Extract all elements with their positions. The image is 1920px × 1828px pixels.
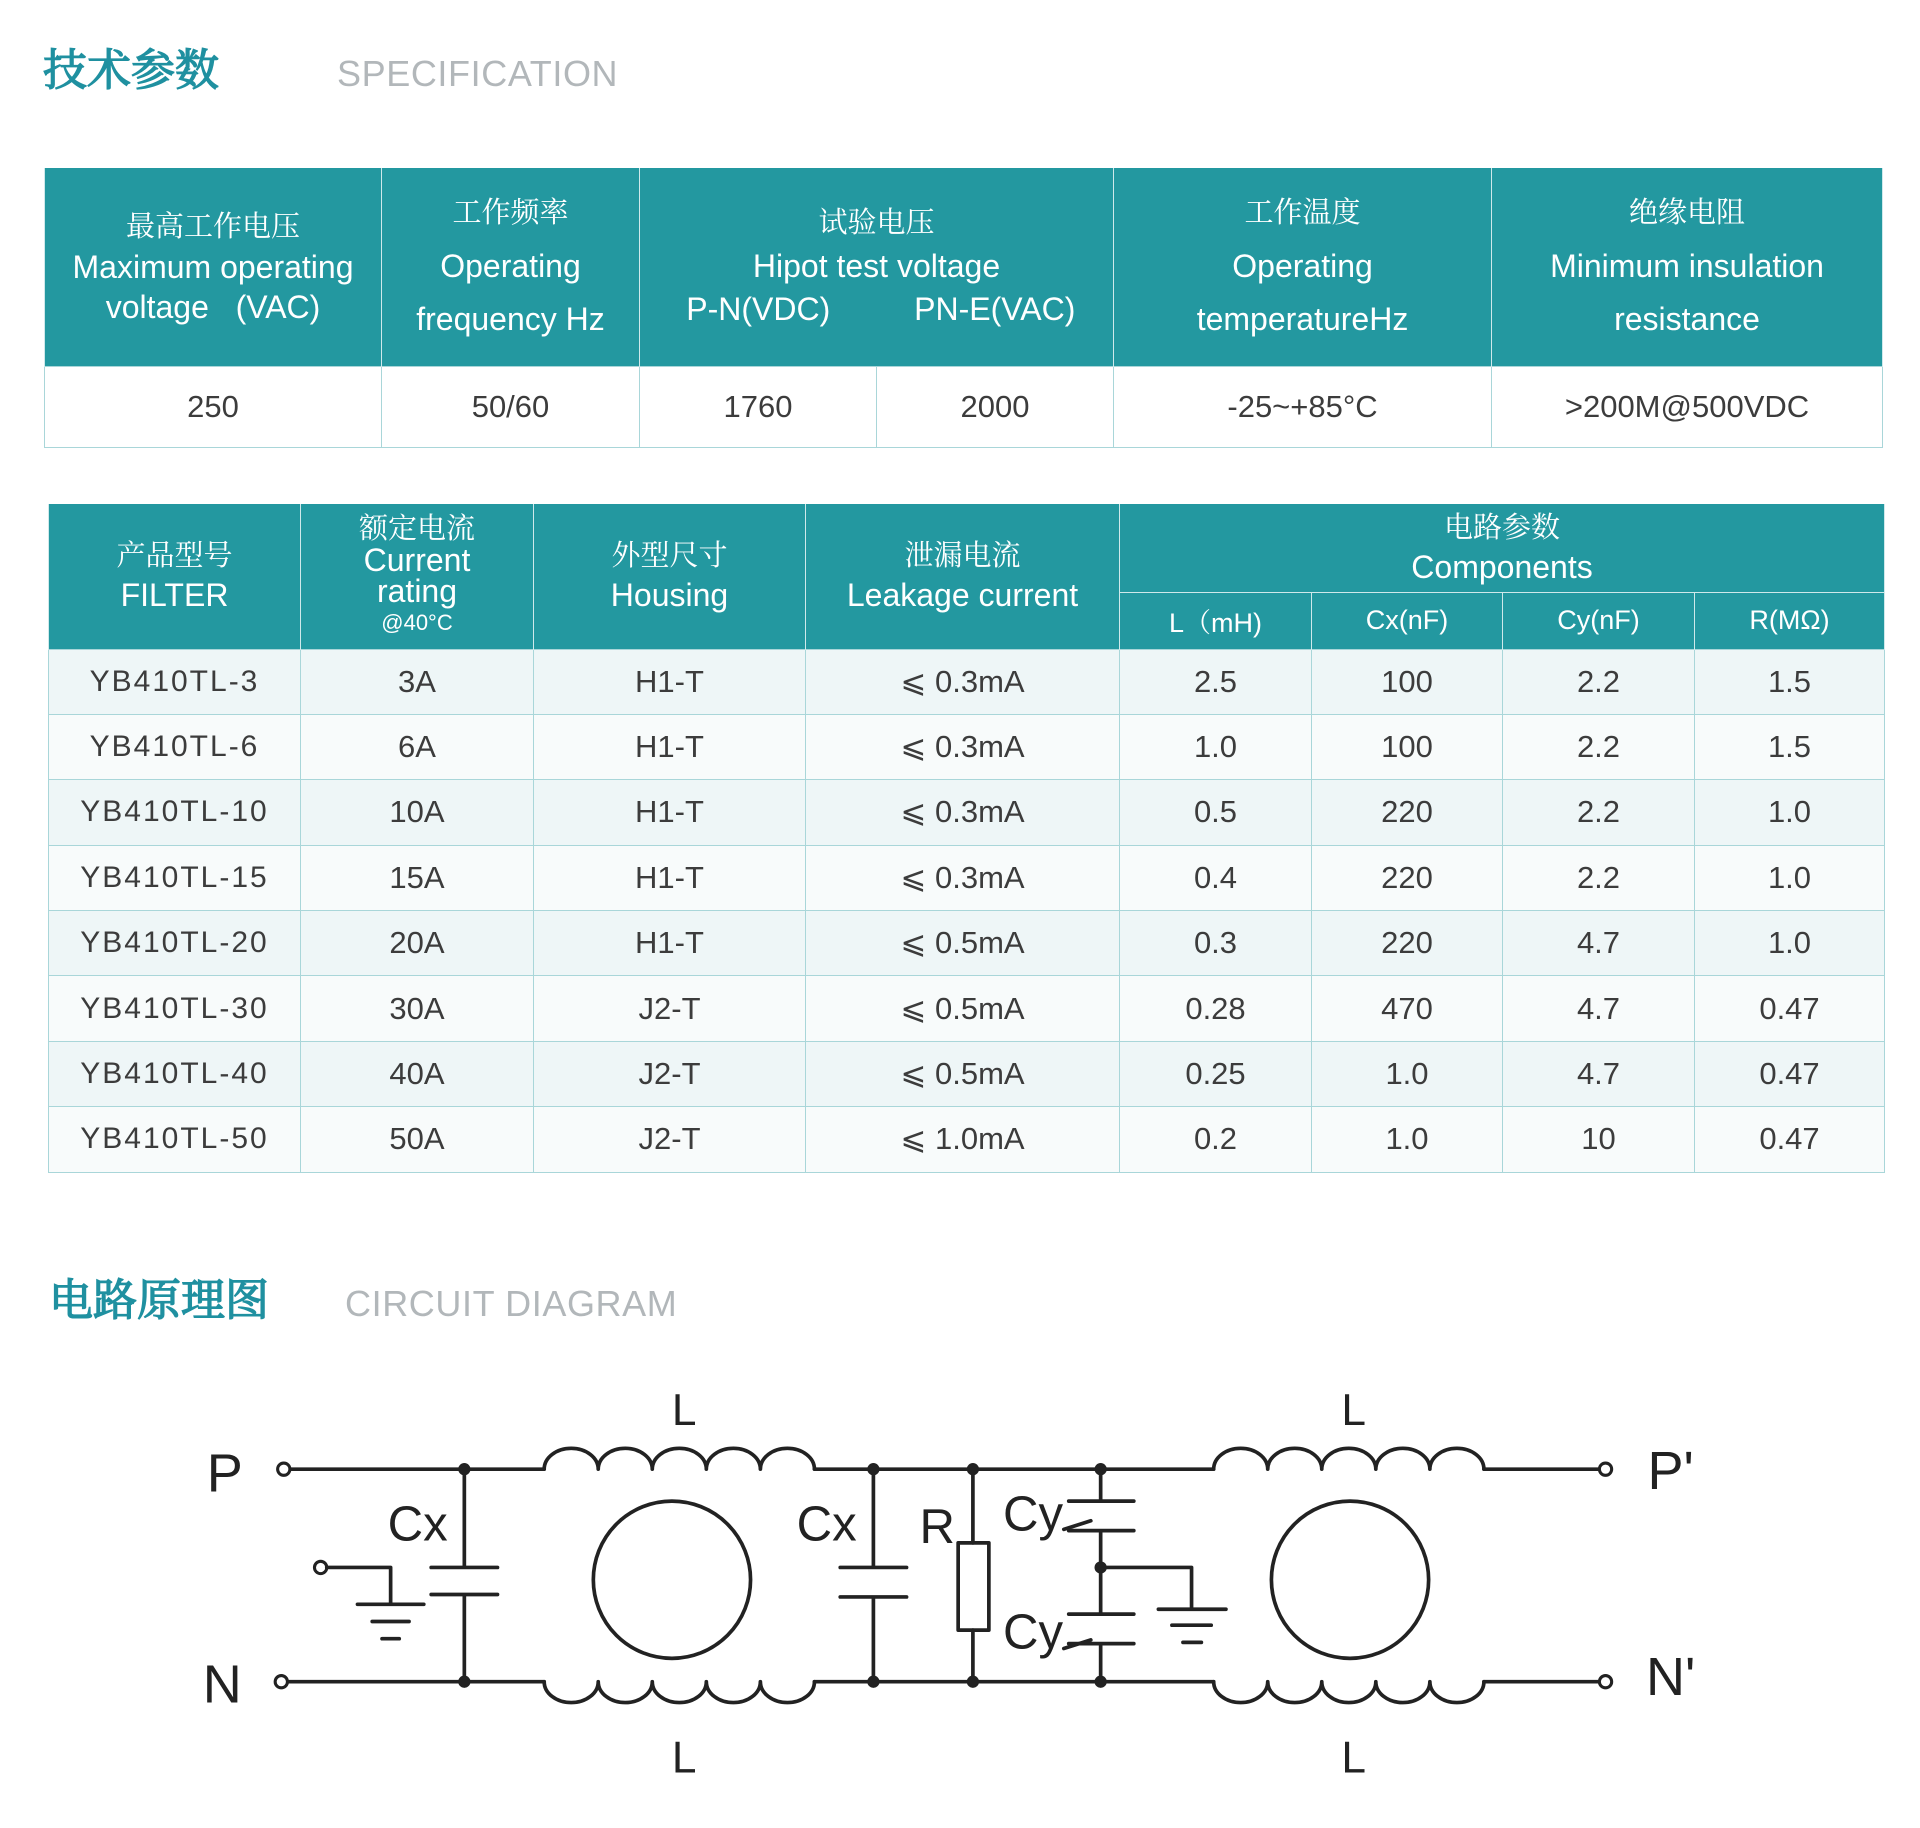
label-l-top-left: L bbox=[671, 1385, 697, 1435]
cell-cx: 220 bbox=[1312, 911, 1503, 976]
terminal-n bbox=[275, 1676, 287, 1688]
cell-inductance: 0.4 bbox=[1120, 845, 1312, 910]
label-n-out: N' bbox=[1645, 1647, 1696, 1708]
spec-title-cn: 技术参数 bbox=[43, 46, 219, 95]
cell-leakage-current: ⩽ 1.0mA bbox=[806, 1107, 1120, 1172]
spec-title-en: SPECIFICATION bbox=[337, 53, 619, 94]
header-frequency bbox=[382, 168, 640, 366]
cell-resistance: 0.47 bbox=[1695, 1041, 1885, 1106]
subheader-r: R(MΩ) bbox=[1695, 592, 1885, 649]
junction-dot bbox=[1095, 1561, 1107, 1573]
cell-resistance: 1.0 bbox=[1695, 911, 1885, 976]
cell-model: YB410TL-40 bbox=[49, 1041, 301, 1106]
spec-value-row bbox=[45, 366, 1883, 447]
header-leakage-en: Leakage current bbox=[846, 577, 1079, 614]
header-filter bbox=[49, 504, 301, 649]
value-test-pne: 2000 bbox=[877, 366, 1114, 447]
inductor-bottom-left bbox=[544, 1682, 814, 1703]
resistor-body bbox=[958, 1543, 989, 1630]
cell-inductance: 0.5 bbox=[1120, 780, 1312, 845]
header-insulation bbox=[1492, 168, 1883, 366]
cell-resistance: 0.47 bbox=[1695, 1107, 1885, 1172]
cell-rated-current: 30A bbox=[301, 976, 534, 1041]
junction-dot bbox=[1095, 1676, 1107, 1688]
cell-housing: H1-T bbox=[534, 714, 806, 779]
header-frequency-en2: frequency Hz bbox=[416, 301, 605, 338]
header-components bbox=[1120, 504, 1885, 592]
cell-housing: H1-T bbox=[534, 780, 806, 845]
cell-cy: 2.2 bbox=[1503, 845, 1695, 910]
filter-header-row bbox=[49, 504, 1885, 592]
core-left bbox=[593, 1501, 750, 1658]
capacitor-cy-pair bbox=[1069, 1469, 1134, 1682]
header-current bbox=[301, 504, 534, 649]
label-r: R bbox=[919, 1499, 956, 1554]
label-cx-middle: Cx bbox=[796, 1497, 857, 1552]
inductor-bottom-right bbox=[1214, 1682, 1484, 1703]
cell-model: YB410TL-6 bbox=[49, 714, 301, 779]
label-cy-bottom: Cy bbox=[1003, 1605, 1064, 1660]
junction-dot bbox=[458, 1676, 470, 1688]
header-current-en2: rating bbox=[376, 573, 458, 610]
terminal-p bbox=[278, 1463, 290, 1475]
table-row bbox=[49, 780, 1885, 845]
header-temperature-en2: temperatureHz bbox=[1196, 301, 1409, 338]
cy-leaders bbox=[1064, 1521, 1091, 1649]
label-cy-top: Cy bbox=[1003, 1487, 1064, 1542]
cell-rated-current: 40A bbox=[301, 1041, 534, 1106]
cell-leakage-current: ⩽ 0.5mA bbox=[806, 911, 1120, 976]
cell-cy: 2.2 bbox=[1503, 714, 1695, 779]
header-frequency-cn: 工作频率 bbox=[452, 197, 569, 230]
spec-header-row bbox=[45, 168, 1883, 366]
cell-rated-current: 50A bbox=[301, 1107, 534, 1172]
subheader-cx: Cx(nF) bbox=[1312, 592, 1503, 649]
cell-leakage-current: ⩽ 0.5mA bbox=[806, 1041, 1120, 1106]
table-row bbox=[49, 911, 1885, 976]
cell-model: YB410TL-3 bbox=[49, 649, 301, 714]
header-test-voltage-sub bbox=[640, 288, 1113, 331]
filter-table-body bbox=[49, 649, 1885, 1172]
cell-model: YB410TL-50 bbox=[49, 1107, 301, 1172]
header-frequency-en1: Operating bbox=[440, 248, 581, 285]
table-row bbox=[49, 714, 1885, 779]
ground-right bbox=[1101, 1567, 1226, 1642]
value-temperature: -25~+85°C bbox=[1114, 366, 1492, 447]
terminal-ground bbox=[314, 1561, 326, 1573]
header-housing bbox=[534, 504, 806, 649]
spec-table bbox=[44, 168, 1883, 448]
header-components-en: Components bbox=[1411, 548, 1593, 585]
junction-dot bbox=[967, 1676, 979, 1688]
table-row bbox=[49, 1041, 1885, 1106]
cell-cx: 100 bbox=[1312, 714, 1503, 779]
cell-resistance: 1.5 bbox=[1695, 714, 1885, 779]
header-test-voltage-en1: Hipot test voltage bbox=[752, 248, 1001, 285]
cell-leakage-current: ⩽ 0.3mA bbox=[806, 649, 1120, 714]
circuit-diagram bbox=[0, 1380, 1920, 1800]
header-temperature-en1: Operating bbox=[1232, 248, 1373, 285]
header-temperature bbox=[1114, 168, 1492, 366]
label-cx-left: Cx bbox=[387, 1497, 448, 1552]
header-insulation-en1: Minimum insulation bbox=[1550, 248, 1824, 285]
cell-inductance: 0.3 bbox=[1120, 911, 1312, 976]
header-max-voltage bbox=[45, 168, 382, 366]
cell-resistance: 0.47 bbox=[1695, 976, 1885, 1041]
label-l-bottom-left: L bbox=[671, 1733, 697, 1783]
filter-table bbox=[48, 504, 1885, 1173]
cell-inductance: 0.25 bbox=[1120, 1041, 1312, 1106]
cell-rated-current: 10A bbox=[301, 780, 534, 845]
cell-model: YB410TL-10 bbox=[49, 780, 301, 845]
cell-cx: 220 bbox=[1312, 780, 1503, 845]
cell-leakage-current: ⩽ 0.3mA bbox=[806, 714, 1120, 779]
cell-cx: 1.0 bbox=[1312, 1107, 1503, 1172]
header-housing-en: Housing bbox=[610, 577, 729, 614]
header-max-voltage-cn: 最高工作电压 bbox=[125, 210, 300, 243]
cell-inductance: 0.28 bbox=[1120, 976, 1312, 1041]
junction-dot bbox=[967, 1463, 979, 1475]
cell-cx: 1.0 bbox=[1312, 1041, 1503, 1106]
header-filter-en: FILTER bbox=[120, 577, 229, 614]
cell-leakage-current: ⩽ 0.3mA bbox=[806, 845, 1120, 910]
label-n: N bbox=[202, 1654, 242, 1715]
header-max-voltage-en2: voltage (VAC) bbox=[105, 288, 321, 325]
junction-dot bbox=[867, 1463, 879, 1475]
header-current-note: @40°C bbox=[381, 610, 453, 636]
cell-cy: 4.7 bbox=[1503, 976, 1695, 1041]
cell-rated-current: 3A bbox=[301, 649, 534, 714]
cell-leakage-current: ⩽ 0.3mA bbox=[806, 780, 1120, 845]
cell-housing: H1-T bbox=[534, 845, 806, 910]
cell-rated-current: 15A bbox=[301, 845, 534, 910]
cell-rated-current: 6A bbox=[301, 714, 534, 779]
cell-resistance: 1.0 bbox=[1695, 845, 1885, 910]
cell-housing: J2-T bbox=[534, 1107, 806, 1172]
header-components-cn: 电路参数 bbox=[1443, 511, 1560, 544]
cell-cy: 2.2 bbox=[1503, 780, 1695, 845]
cell-housing: H1-T bbox=[534, 911, 806, 976]
cell-model: YB410TL-15 bbox=[49, 845, 301, 910]
cell-resistance: 1.0 bbox=[1695, 780, 1885, 845]
cell-inductance: 0.2 bbox=[1120, 1107, 1312, 1172]
header-current-cn: 额定电流 bbox=[358, 513, 475, 546]
cell-housing: H1-T bbox=[534, 649, 806, 714]
label-p-out: P' bbox=[1647, 1440, 1694, 1501]
header-test-voltage-pn: P-N(VDC) bbox=[686, 291, 831, 328]
header-test-voltage-cn: 试验电压 bbox=[818, 207, 935, 240]
subheader-cy: Cy(nF) bbox=[1503, 592, 1695, 649]
table-row bbox=[49, 845, 1885, 910]
terminal-n-out bbox=[1599, 1676, 1611, 1688]
circuit-title-en: CIRCUIT DIAGRAM bbox=[345, 1283, 678, 1324]
header-housing-cn: 外型尺寸 bbox=[611, 540, 728, 573]
cell-cy: 4.7 bbox=[1503, 1041, 1695, 1106]
header-insulation-en2: resistance bbox=[1614, 301, 1760, 338]
header-max-voltage-en1: Maximum operating bbox=[72, 248, 354, 285]
label-l-top-right: L bbox=[1341, 1385, 1367, 1435]
value-insulation: >200M@500VDC bbox=[1492, 366, 1883, 447]
circuit-title-cn: 电路原理图 bbox=[49, 1276, 269, 1325]
cell-leakage-current: ⩽ 0.5mA bbox=[806, 976, 1120, 1041]
terminal-p-out bbox=[1599, 1463, 1611, 1475]
cell-cy: 4.7 bbox=[1503, 911, 1695, 976]
header-current-en1: Current bbox=[363, 542, 471, 579]
value-test-pn: 1760 bbox=[640, 366, 877, 447]
label-l-bottom-right: L bbox=[1341, 1733, 1367, 1783]
header-temperature-cn: 工作温度 bbox=[1244, 197, 1361, 230]
cell-housing: J2-T bbox=[534, 976, 806, 1041]
cell-housing: J2-T bbox=[534, 1041, 806, 1106]
inductor-top-right bbox=[1214, 1448, 1484, 1469]
header-insulation-cn: 绝缘电阻 bbox=[1629, 197, 1746, 230]
junction-dot bbox=[867, 1676, 879, 1688]
value-max-voltage: 250 bbox=[45, 366, 382, 447]
cell-cx: 220 bbox=[1312, 845, 1503, 910]
cell-cy: 2.2 bbox=[1503, 649, 1695, 714]
cell-model: YB410TL-30 bbox=[49, 976, 301, 1041]
core-right bbox=[1271, 1501, 1428, 1658]
cell-resistance: 1.5 bbox=[1695, 649, 1885, 714]
header-test-voltage bbox=[640, 168, 1114, 366]
junction-dot bbox=[458, 1463, 470, 1475]
cell-cy: 10 bbox=[1503, 1107, 1695, 1172]
cell-inductance: 1.0 bbox=[1120, 714, 1312, 779]
label-p: P bbox=[206, 1443, 243, 1504]
cell-inductance: 2.5 bbox=[1120, 649, 1312, 714]
cell-model: YB410TL-20 bbox=[49, 911, 301, 976]
table-row bbox=[49, 976, 1885, 1041]
cell-cx: 100 bbox=[1312, 649, 1503, 714]
junction-dot bbox=[1095, 1463, 1107, 1475]
subheader-l: L（mH) bbox=[1120, 592, 1312, 649]
header-leakage-cn: 泄漏电流 bbox=[904, 540, 1021, 573]
inductor-top-left bbox=[544, 1448, 814, 1469]
table-row bbox=[49, 649, 1885, 714]
value-frequency: 50/60 bbox=[382, 366, 640, 447]
cell-cx: 470 bbox=[1312, 976, 1503, 1041]
header-test-voltage-pne: PN-E(VAC) bbox=[914, 291, 1076, 328]
table-row bbox=[49, 1107, 1885, 1172]
cell-rated-current: 20A bbox=[301, 911, 534, 976]
header-leakage bbox=[806, 504, 1120, 649]
header-filter-cn: 产品型号 bbox=[116, 540, 233, 573]
ground-left bbox=[327, 1567, 424, 1638]
